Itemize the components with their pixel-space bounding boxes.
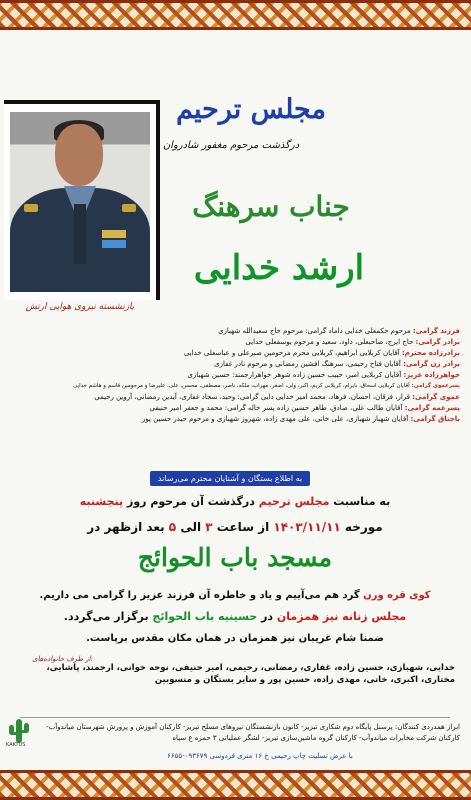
subtitle: درگذشت مرحوم مغفور شادروان [162,140,300,151]
dinner-line: ضمنا شام غریبان نیز همزمان در همان مکان مقدس برپاست. [86,633,384,644]
cactus-logo-text: KAKTUS [6,742,26,748]
relative-row: عموی گرامی: قرار، فرقان، احسان، فرهاد، محمد امیر خدایی دایی گرامی: وحید، سجاد غفاری، آیدین رمضانی، آروین رحیمی [94,393,460,401]
occasion-line: به مناسبت مجلس ترحیم درگذشت آن مرحوم روز پنجشنبه [79,495,391,508]
relative-row: پسرعمه گرامی: آقایان طالب علی، صادق، طاهر حسین زاده پسر خاله گرامی: محمد و جعفر امیر حنیفی [149,404,460,412]
gathering-line: کوی قره ورن گرد هم می‌آییم و یاد و خاطره آن فرزند عزیز را گرامی می داریم. [39,590,431,601]
families-list: خدایی، شهبازی، حسین زاده، غفاری، رمضانی، رحیمی، امیر حنیفی، نوحه خوانی، ارجمند، پاشایی، مختاری، اکبری، خانی، مهدی زاده، حسین پور و سایر بستگان و منسوبین [46,663,455,685]
page-title: مجلس ترحیم [176,94,326,125]
relative-row: برادر گرامی: حاج ایرج، صاحبعلی، داود، سعید و مرحوم یوسفعلی خدایی [245,338,460,346]
relative-row: فرزند گرامی: مرحوم حکمعلی خدایی داماد گرامی: مرحوم حاج سعیدالله شهبازی [218,327,460,335]
relatives-list [10,326,460,425]
venue-name: مسجد باب الحوائج [137,543,333,572]
relative-row: برادرزاده محترم: آقایان کربلایی ابراهیم، کربلایی محرم مرحومین صبرعلی و عباسعلی خدایی [183,349,460,357]
notice-banner: به اطلاع بستگان و آشنایان محترم می‌رساند [150,471,310,486]
cactus-logo-icon [4,715,34,745]
women-ceremony-line: مجلس زنانه نیز همزمان در حسینیه باب الحوائج برگزار می‌گردد. [63,610,407,623]
relative-row: باجناق گرامی: آقایان شهباز شهبازی، علی خانی، علی مهدی زاده، شهروز شهبازی و مرحوم حیدر حسین پور [141,415,460,423]
deceased-rank: جناب سرهنگ [192,190,350,223]
condolence-senders: ابراز همدردی کنندگان: پرسنل پایگاه دوم شکاری تبریز- کانون بازنشستگان نیروهای مسلح تبریز- کارکنان آموزش و پرورش شهرستان میاندوآب- کارکنان شرکت مخابرات میاندوآب- کارکنان گروه ماشین‌سازی تبریز- لشگر عملیاتی ۳ حمزه ع سپاه [46,723,460,742]
printer-credit: با عرض تسلیت چاپ رحیمی خ ۱۶ متری فردوسی ۰۹۳۶۷۹-۶۶۵۵ [167,752,353,760]
relative-row: پسرعموی گرامی: آقایان کربلایی اسحاق، بایرام، کربلایی کریم، اکبر، ولی، اصغر، مهراب، ملکه، ناصر، مصطفی، محسن، علی، علیرضا و مرحومین قاسم و هاشم خدایی [72,383,460,389]
top-decorative-border [0,0,471,30]
relative-row: برادر زن گرامی: آقایان فتاح رحیمی، سرهنگ افشین رمضانی و مرحوم نادر غفاری [214,360,460,368]
divider [20,717,450,718]
photo-caption: بازنشسته نیروی هوایی ارتش [25,302,135,312]
relative-row: خواهرزاده عزیز: آقایان کربلایی امیر، حبیب حسین زاده شوهر خواهرارجمند: حسین شهبازی [187,371,460,379]
families-label: از طرف خانواده‌های: [32,655,93,663]
bottom-decorative-border [0,770,471,800]
deceased-name: ارشد خدایی [193,248,365,288]
date-time-line: مورخه ۱۴۰۳/۱۱/۱۱ از ساعت ۳ الی ۵ بعد ازظهر در [87,520,383,534]
